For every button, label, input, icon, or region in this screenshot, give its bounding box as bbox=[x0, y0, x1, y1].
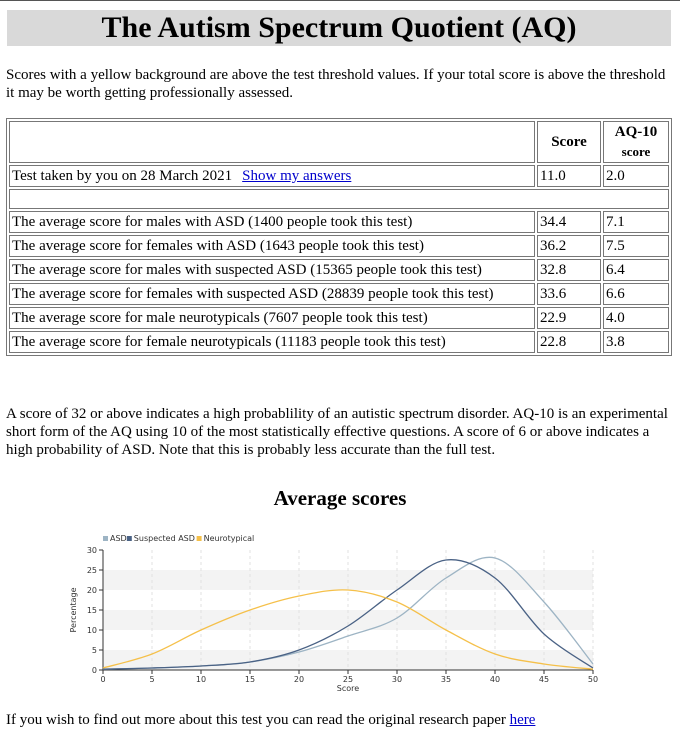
row-score: 22.8 bbox=[537, 331, 601, 353]
table-row bbox=[9, 307, 669, 329]
y-tick-label: 20 bbox=[86, 586, 97, 595]
legend-swatch-suspected-asd bbox=[127, 536, 132, 541]
row-label: The average score for females with suspected ASD (28839 people took this test) bbox=[9, 283, 535, 305]
row-aq10: 3.8 bbox=[603, 331, 669, 353]
row-score: 36.2 bbox=[537, 235, 601, 257]
footer-text bbox=[6, 712, 535, 729]
y-tick-label: 30 bbox=[86, 546, 97, 555]
row-aq10: 7.1 bbox=[603, 211, 669, 233]
footer-label: If you wish to find out more about this test you can read the original research paper bbox=[6, 712, 506, 728]
explanation-text: A score of 32 or above indicates a high probablility of an autistic spectrum disorder. AQ-10 is an experimental short form of the AQ using 10 of the most statistically effective questions. A score of 6 or above indicates a high probability of ASD. Note that this is probably less accurate than the full test. bbox=[6, 406, 668, 458]
research-paper-link[interactable]: here bbox=[509, 712, 536, 728]
x-tick-label: 15 bbox=[244, 675, 256, 684]
row-aq10: 6.4 bbox=[603, 259, 669, 281]
page-title: The Autism Spectrum Quotient (AQ) bbox=[7, 10, 671, 46]
row-score: 33.6 bbox=[537, 283, 601, 305]
show-my-answers-link[interactable]: Show my answers bbox=[242, 168, 352, 184]
row-score: 34.4 bbox=[537, 211, 601, 233]
x-tick-label: 5 bbox=[149, 675, 155, 684]
y-axis-label: Percentage bbox=[69, 587, 78, 633]
y-tick-label: 5 bbox=[91, 646, 97, 655]
row-label: The average score for male neurotypicals (7607 people took this test) bbox=[9, 307, 535, 329]
header-aq10 bbox=[603, 121, 669, 163]
row-aq10: 7.5 bbox=[603, 235, 669, 257]
row-aq10: 4.0 bbox=[603, 307, 669, 329]
table-row bbox=[9, 331, 669, 353]
user-aq10: 2.0 bbox=[603, 165, 669, 187]
chart-heading: Average scores bbox=[273, 486, 407, 510]
x-tick-label: 10 bbox=[195, 675, 207, 684]
x-tick-label: 20 bbox=[293, 675, 305, 684]
table-row bbox=[9, 283, 669, 305]
x-tick-label: 45 bbox=[538, 675, 550, 684]
row-score: 32.8 bbox=[537, 259, 601, 281]
row-label: The average score for males with suspected ASD (15365 people took this test) bbox=[9, 259, 535, 281]
intro-text: Scores with a yellow background are above the test threshold values. If your total score is above the threshold it may be worth getting professionally assessed. bbox=[6, 67, 666, 101]
y-tick-label: 15 bbox=[86, 606, 97, 615]
x-tick-label: 35 bbox=[440, 675, 452, 684]
table-header-row bbox=[9, 121, 669, 163]
legend-swatch-asd bbox=[103, 536, 108, 541]
legend-swatch-neurotypical bbox=[197, 536, 202, 541]
table-row bbox=[9, 259, 669, 281]
header-score: Score bbox=[537, 121, 601, 163]
x-tick-label: 50 bbox=[587, 675, 599, 684]
x-tick-label: 0 bbox=[100, 675, 106, 684]
y-tick-label: 10 bbox=[86, 626, 97, 635]
legend-label-asd: ASD bbox=[110, 534, 127, 543]
header-blank-cell bbox=[9, 121, 535, 163]
x-tick-label: 30 bbox=[391, 675, 403, 684]
results-table bbox=[6, 118, 672, 356]
spacer-cell bbox=[9, 189, 669, 209]
header-aq10-title: AQ-10 bbox=[614, 124, 658, 140]
legend-label-neurotypical: Neurotypical bbox=[203, 534, 255, 543]
user-score: 11.0 bbox=[537, 165, 601, 187]
x-tick-label: 40 bbox=[489, 675, 501, 684]
y-tick-label: 25 bbox=[86, 566, 97, 575]
x-tick-label: 25 bbox=[342, 675, 354, 684]
row-label: The average score for female neurotypicals (11183 people took this test) bbox=[9, 331, 535, 353]
top-border bbox=[0, 0, 680, 7]
row-label: The average score for females with ASD (1643 people took this test) bbox=[9, 235, 535, 257]
row-score: 22.9 bbox=[537, 307, 601, 329]
legend-label-suspected-asd: Suspected ASD bbox=[133, 534, 195, 543]
average-scores-chart bbox=[60, 530, 620, 700]
row-label: The average score for males with ASD (1400 people took this test) bbox=[9, 211, 535, 233]
x-axis-label: Score bbox=[336, 684, 360, 693]
header-aq10-subtitle: score bbox=[621, 144, 651, 159]
spacer-row bbox=[9, 189, 669, 209]
table-row bbox=[9, 235, 669, 257]
user-row-label: Test taken by you on 28 March 2021 bbox=[12, 168, 233, 184]
user-row-label-cell bbox=[9, 165, 535, 187]
y-tick-label: 0 bbox=[91, 666, 97, 675]
user-row bbox=[9, 165, 669, 187]
row-aq10: 6.6 bbox=[603, 283, 669, 305]
table-row bbox=[9, 211, 669, 233]
